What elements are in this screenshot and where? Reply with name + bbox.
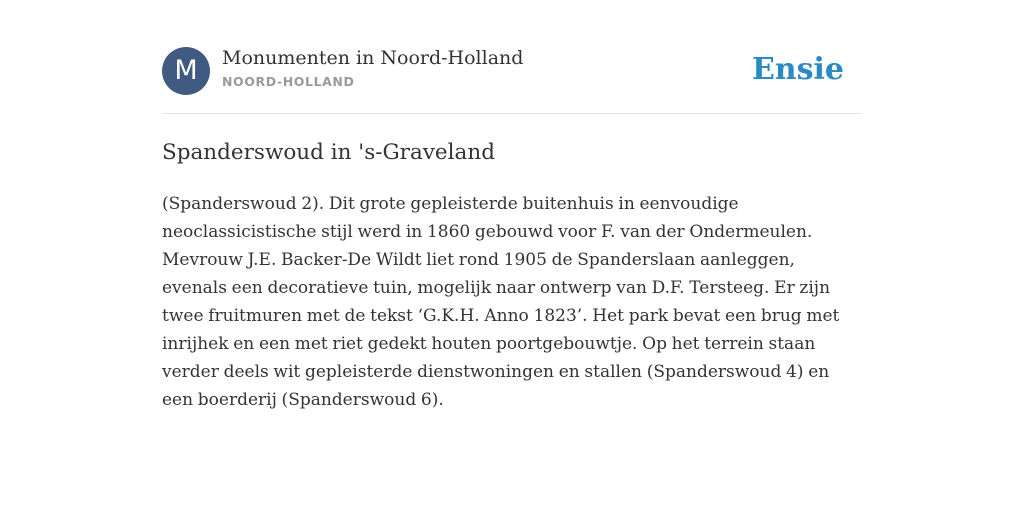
ensie-logo[interactable]: Ensie [751, 52, 844, 87]
source-avatar[interactable]: M [162, 47, 210, 95]
divider [162, 113, 862, 114]
source-subtitle: NOORD-HOLLAND [222, 74, 355, 89]
entry-card [162, 0, 862, 512]
source-title[interactable]: Monumenten in Noord-Holland [222, 47, 524, 69]
entry-title: Spanderswoud in 's-Graveland [162, 140, 495, 165]
entry-body: (Spanderswoud 2). Dit grote gepleisterde buitenhuis in eenvoudige neoclassicistische stijl werd in 1860 gebouwd voor F. van der Ondermeulen. Mevrouw J.E. Backer-De Wildt liet rond 1905 de Spanderslaan aanleggen, evenals een decoratieve tuin, mogelijk naar ontwerp van D.F. Tersteeg. Er zijn twee fruitmuren met de tekst ‘G.K.H. Anno 1823’. Het park bevat een brug met inrijhek en een met riet gedekt houten poortgebouwtje. Op het terrein staan verder deels wit gepleisterde dienstwoningen en stallen (Spanderswoud 4) en een boerderij (Spanderswoud 6). [162, 194, 840, 410]
source-header [162, 46, 862, 96]
